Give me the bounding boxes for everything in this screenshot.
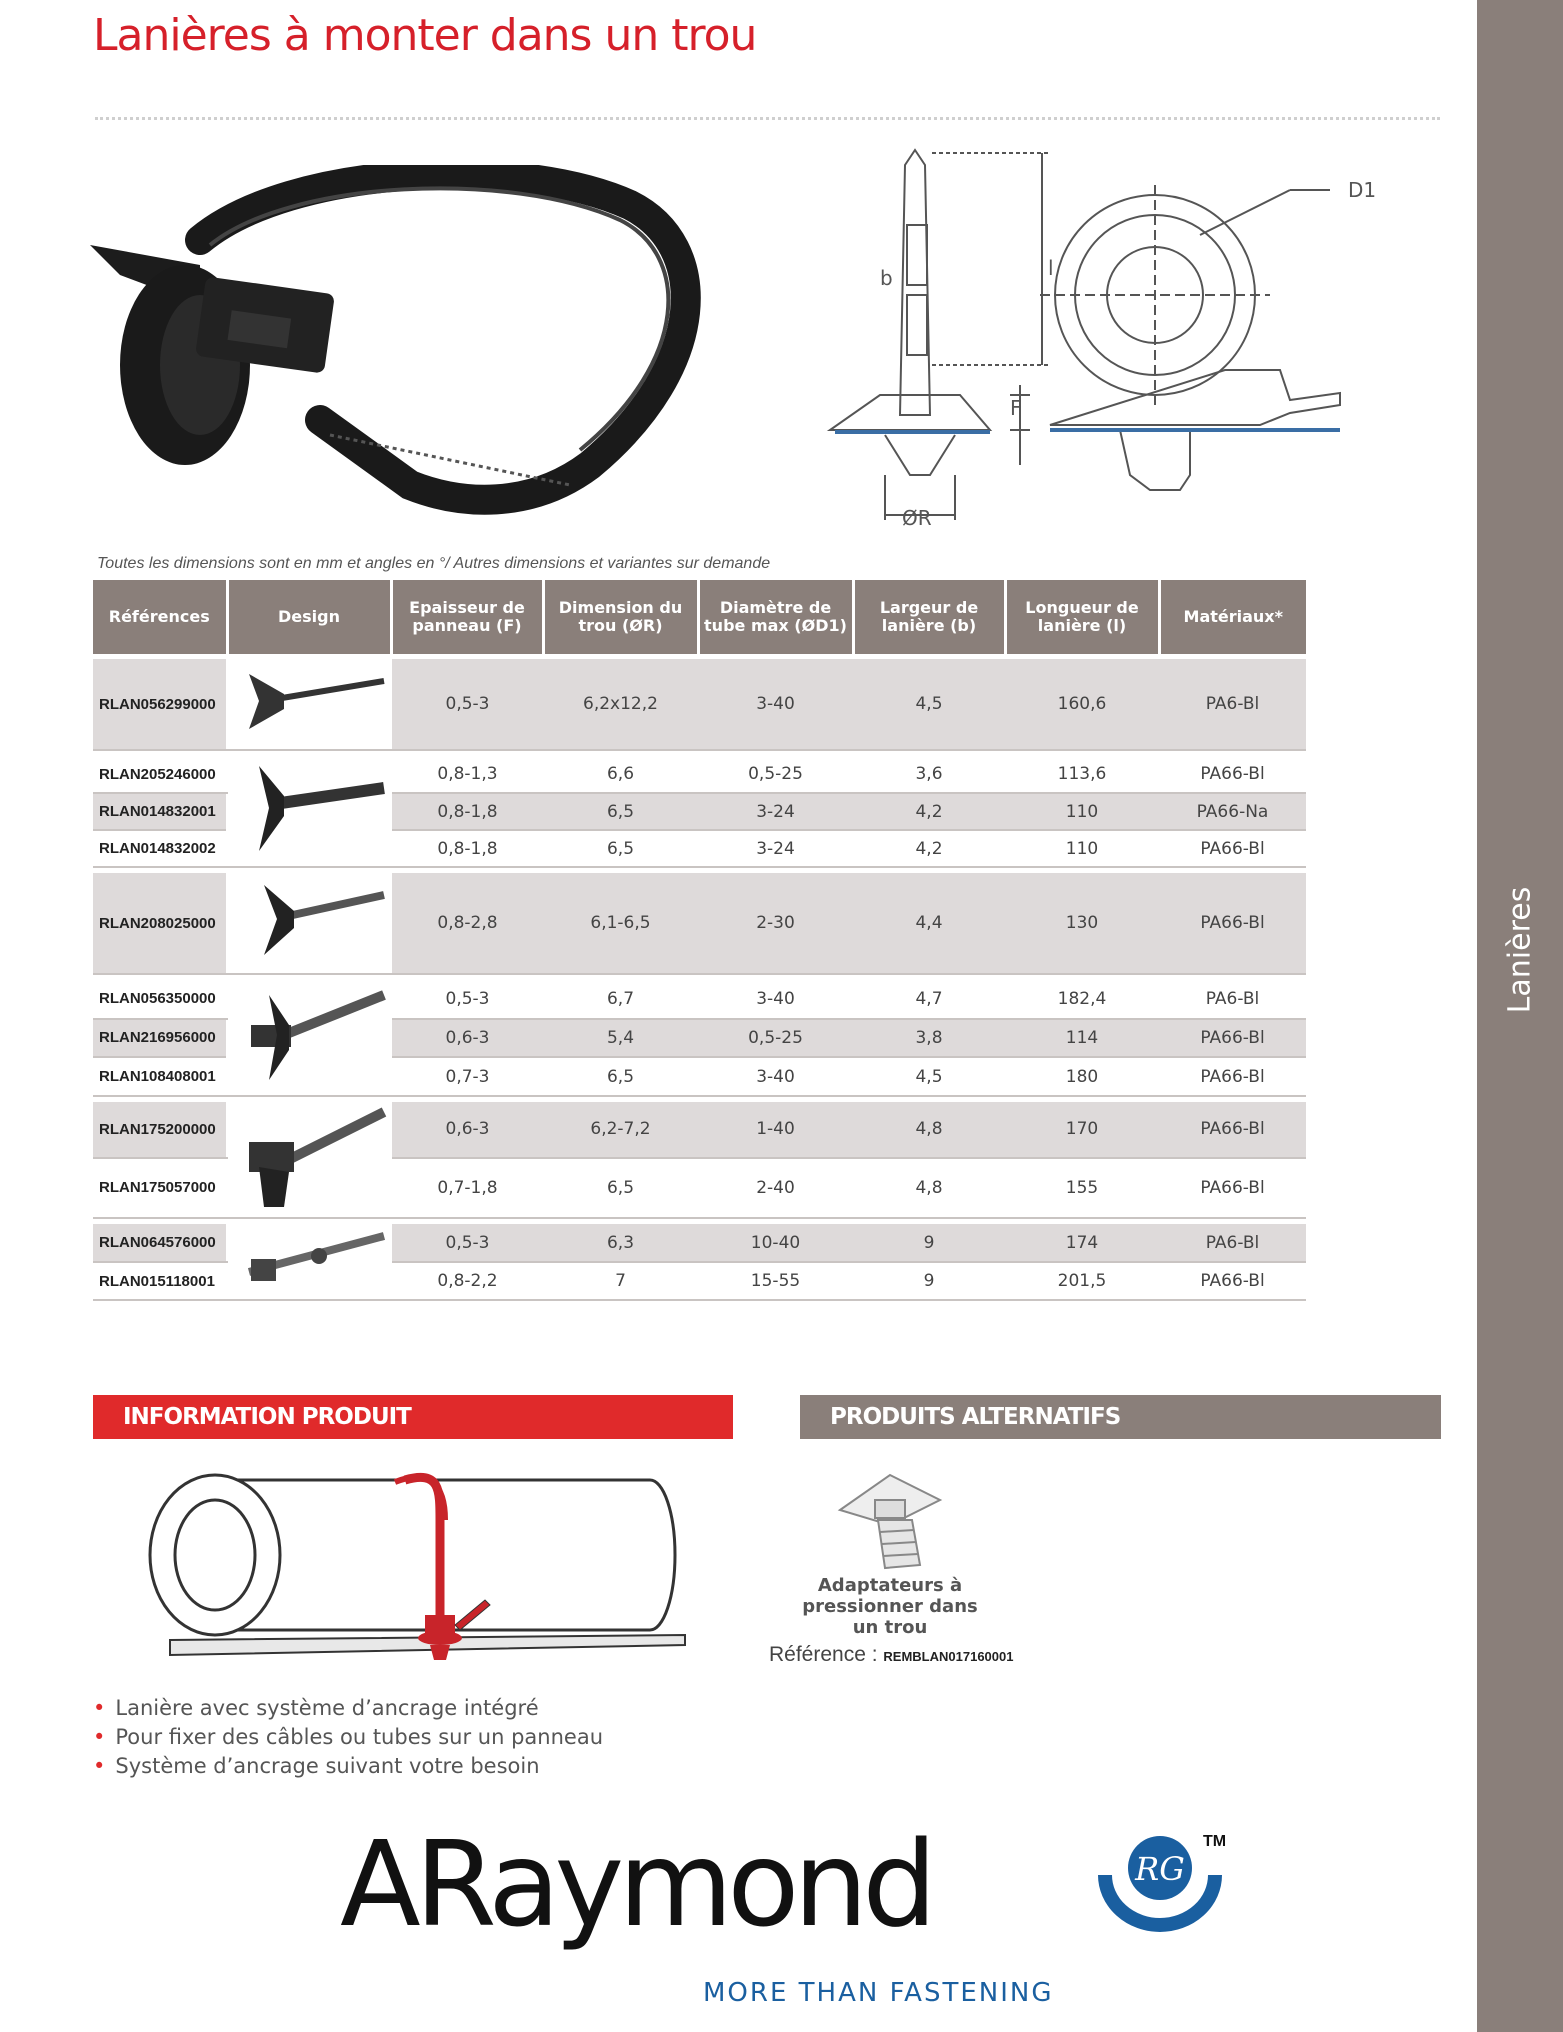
ref-cell: RLAN205246000	[93, 756, 227, 793]
design-cell	[227, 1102, 391, 1218]
tube-cell: 3-24	[698, 830, 853, 867]
material-cell: PA66-Bl	[1159, 1262, 1306, 1300]
hole-cell: 7	[543, 1262, 698, 1300]
length-cell: 130	[1005, 873, 1159, 974]
material-cell: PA6-Bl	[1159, 980, 1306, 1019]
length-cell: 180	[1005, 1057, 1159, 1096]
length-cell: 170	[1005, 1102, 1159, 1158]
page-title: Lanières à monter dans un trou	[93, 10, 757, 61]
length-cell: 155	[1005, 1158, 1159, 1218]
ref-cell: RLAN175200000	[93, 1102, 227, 1158]
design-thumbnail	[229, 980, 389, 1090]
length-cell: 201,5	[1005, 1262, 1159, 1300]
tube-cell: 1-40	[698, 1102, 853, 1158]
hole-cell: 6,5	[543, 1158, 698, 1218]
hole-cell: 6,2-7,2	[543, 1102, 698, 1158]
title-divider	[95, 117, 1440, 120]
drawing-label-d1: D1	[1348, 178, 1377, 202]
tube-cell: 3-24	[698, 793, 853, 830]
material-cell: PA66-Bl	[1159, 756, 1306, 793]
thickness-cell: 0,5-3	[391, 1224, 543, 1262]
thickness-cell: 0,5-3	[391, 980, 543, 1019]
ref-cell: RLAN056350000	[93, 980, 227, 1019]
width-cell: 9	[853, 1262, 1005, 1300]
design-cell	[227, 873, 391, 974]
ref-cell: RLAN175057000	[93, 1158, 227, 1218]
width-cell: 4,8	[853, 1158, 1005, 1218]
length-cell: 182,4	[1005, 980, 1159, 1019]
table-header-row	[93, 580, 1306, 654]
header-material: Matériaux*	[1159, 580, 1306, 654]
thickness-cell: 0,8-1,8	[391, 830, 543, 867]
reference-value: REMBLAN017160001	[883, 1649, 1014, 1664]
hole-cell: 6,6	[543, 756, 698, 793]
length-cell: 114	[1005, 1019, 1159, 1058]
design-cell	[227, 980, 391, 1096]
tube-illustration	[140, 1460, 700, 1670]
material-cell: PA6-Bl	[1159, 659, 1306, 750]
tube-cell: 0,5-25	[698, 1019, 853, 1058]
material-cell: PA66-Na	[1159, 793, 1306, 830]
product-photo	[90, 165, 770, 525]
table-row	[93, 756, 1306, 793]
thickness-cell: 0,6-3	[391, 1019, 543, 1058]
tube-cell: 3-40	[698, 659, 853, 750]
reference-label: Référence :	[769, 1643, 878, 1666]
alternative-product-name: Adaptateurs à pressionner dans un trou	[802, 1575, 978, 1638]
header-strap-width: Largeur de lanière (b)	[853, 580, 1005, 654]
design-thumbnail	[229, 1102, 389, 1212]
specifications-table	[93, 580, 1306, 1301]
tube-cell: 15-55	[698, 1262, 853, 1300]
table-row	[93, 980, 1306, 1019]
width-cell: 4,5	[853, 1057, 1005, 1096]
header-tube-diameter: Diamètre de tube max (ØD1)	[698, 580, 853, 654]
tube-cell: 3-40	[698, 1057, 853, 1096]
width-cell: 4,4	[853, 873, 1005, 974]
alternative-product-image	[830, 1470, 960, 1570]
ref-cell: RLAN014832002	[93, 830, 227, 867]
width-cell: 3,6	[853, 756, 1005, 793]
thickness-cell: 0,7-3	[391, 1057, 543, 1096]
width-cell: 9	[853, 1224, 1005, 1262]
length-cell: 160,6	[1005, 659, 1159, 750]
length-cell: 110	[1005, 830, 1159, 867]
width-cell: 4,2	[853, 830, 1005, 867]
width-cell: 4,5	[853, 659, 1005, 750]
tube-cell: 2-30	[698, 873, 853, 974]
side-band-label: Lanières	[1502, 886, 1538, 1014]
header-references: Références	[93, 580, 227, 654]
material-cell: PA6-Bl	[1159, 1224, 1306, 1262]
table-row	[93, 1102, 1306, 1158]
material-cell: PA66-Bl	[1159, 1158, 1306, 1218]
table-row	[93, 873, 1306, 974]
length-cell: 174	[1005, 1224, 1159, 1262]
design-thumbnail	[229, 873, 389, 968]
ref-cell: RLAN015118001	[93, 1262, 227, 1300]
hole-cell: 6,2x12,2	[543, 659, 698, 750]
material-cell: PA66-Bl	[1159, 1057, 1306, 1096]
width-cell: 4,2	[853, 793, 1005, 830]
brand-logo: ARaymond	[340, 1815, 932, 1953]
design-thumbnail	[229, 1224, 389, 1294]
thickness-cell: 0,6-3	[391, 1102, 543, 1158]
ref-cell: RLAN216956000	[93, 1019, 227, 1058]
design-cell	[227, 659, 391, 750]
brand-tagline: MORE THAN FASTENING	[703, 1978, 1054, 2008]
tube-cell: 10-40	[698, 1224, 853, 1262]
design-cell	[227, 1224, 391, 1300]
hole-cell: 6,3	[543, 1224, 698, 1262]
drawing-label-l: l	[1048, 256, 1054, 280]
alternative-reference	[769, 1643, 1013, 1667]
hole-cell: 6,5	[543, 793, 698, 830]
length-cell: 113,6	[1005, 756, 1159, 793]
thickness-cell: 0,8-2,8	[391, 873, 543, 974]
width-cell: 4,7	[853, 980, 1005, 1019]
header-design: Design	[227, 580, 391, 654]
design-thumbnail	[229, 659, 389, 744]
design-thumbnail	[229, 756, 389, 861]
width-cell: 3,8	[853, 1019, 1005, 1058]
design-cell	[227, 756, 391, 867]
tube-cell: 0,5-25	[698, 756, 853, 793]
table-row	[93, 659, 1306, 750]
table-row	[93, 1224, 1306, 1262]
thickness-cell: 0,8-1,3	[391, 756, 543, 793]
dimensions-note: Toutes les dimensions sont en mm et angles en °/ Autres dimensions et variantes sur demande	[97, 555, 771, 572]
thickness-cell: 0,8-1,8	[391, 793, 543, 830]
list-item: • Système d’ancrage suivant votre besoin	[93, 1752, 603, 1781]
drawing-label-r: ØR	[902, 506, 932, 530]
material-cell: PA66-Bl	[1159, 873, 1306, 974]
header-strap-length: Longueur de lanière (l)	[1005, 580, 1159, 654]
trademark: TM	[1203, 1833, 1227, 1850]
emblem-text: RG	[1135, 1850, 1185, 1888]
ref-cell: RLAN056299000	[93, 659, 227, 750]
hole-cell: 6,5	[543, 830, 698, 867]
drawing-label-b: b	[880, 266, 893, 290]
thickness-cell: 0,7-1,8	[391, 1158, 543, 1218]
product-info-list	[93, 1694, 603, 1781]
hole-cell: 6,5	[543, 1057, 698, 1096]
ref-cell: RLAN208025000	[93, 873, 227, 974]
header-thickness: Epaisseur de panneau (F)	[391, 580, 543, 654]
tube-cell: 2-40	[698, 1158, 853, 1218]
tube-cell: 3-40	[698, 980, 853, 1019]
length-cell: 110	[1005, 793, 1159, 830]
hole-cell: 5,4	[543, 1019, 698, 1058]
header-hole: Dimension du trou (ØR)	[543, 580, 698, 654]
technical-drawing	[820, 145, 1380, 545]
alternatives-header: PRODUITS ALTERNATIFS	[800, 1395, 1441, 1439]
ref-cell: RLAN064576000	[93, 1224, 227, 1262]
thickness-cell: 0,5-3	[391, 659, 543, 750]
width-cell: 4,8	[853, 1102, 1005, 1158]
ref-cell: RLAN108408001	[93, 1057, 227, 1096]
hole-cell: 6,7	[543, 980, 698, 1019]
material-cell: PA66-Bl	[1159, 1102, 1306, 1158]
list-item: • Pour fixer des câbles ou tubes sur un panneau	[93, 1723, 603, 1752]
drawing-label-f: F	[1010, 396, 1022, 420]
hole-cell: 6,1-6,5	[543, 873, 698, 974]
material-cell: PA66-Bl	[1159, 830, 1306, 867]
thickness-cell: 0,8-2,2	[391, 1262, 543, 1300]
material-cell: PA66-Bl	[1159, 1019, 1306, 1058]
info-header: INFORMATION PRODUIT	[93, 1395, 733, 1439]
list-item: • Lanière avec système d’ancrage intégré	[93, 1694, 603, 1723]
ref-cell: RLAN014832001	[93, 793, 227, 830]
